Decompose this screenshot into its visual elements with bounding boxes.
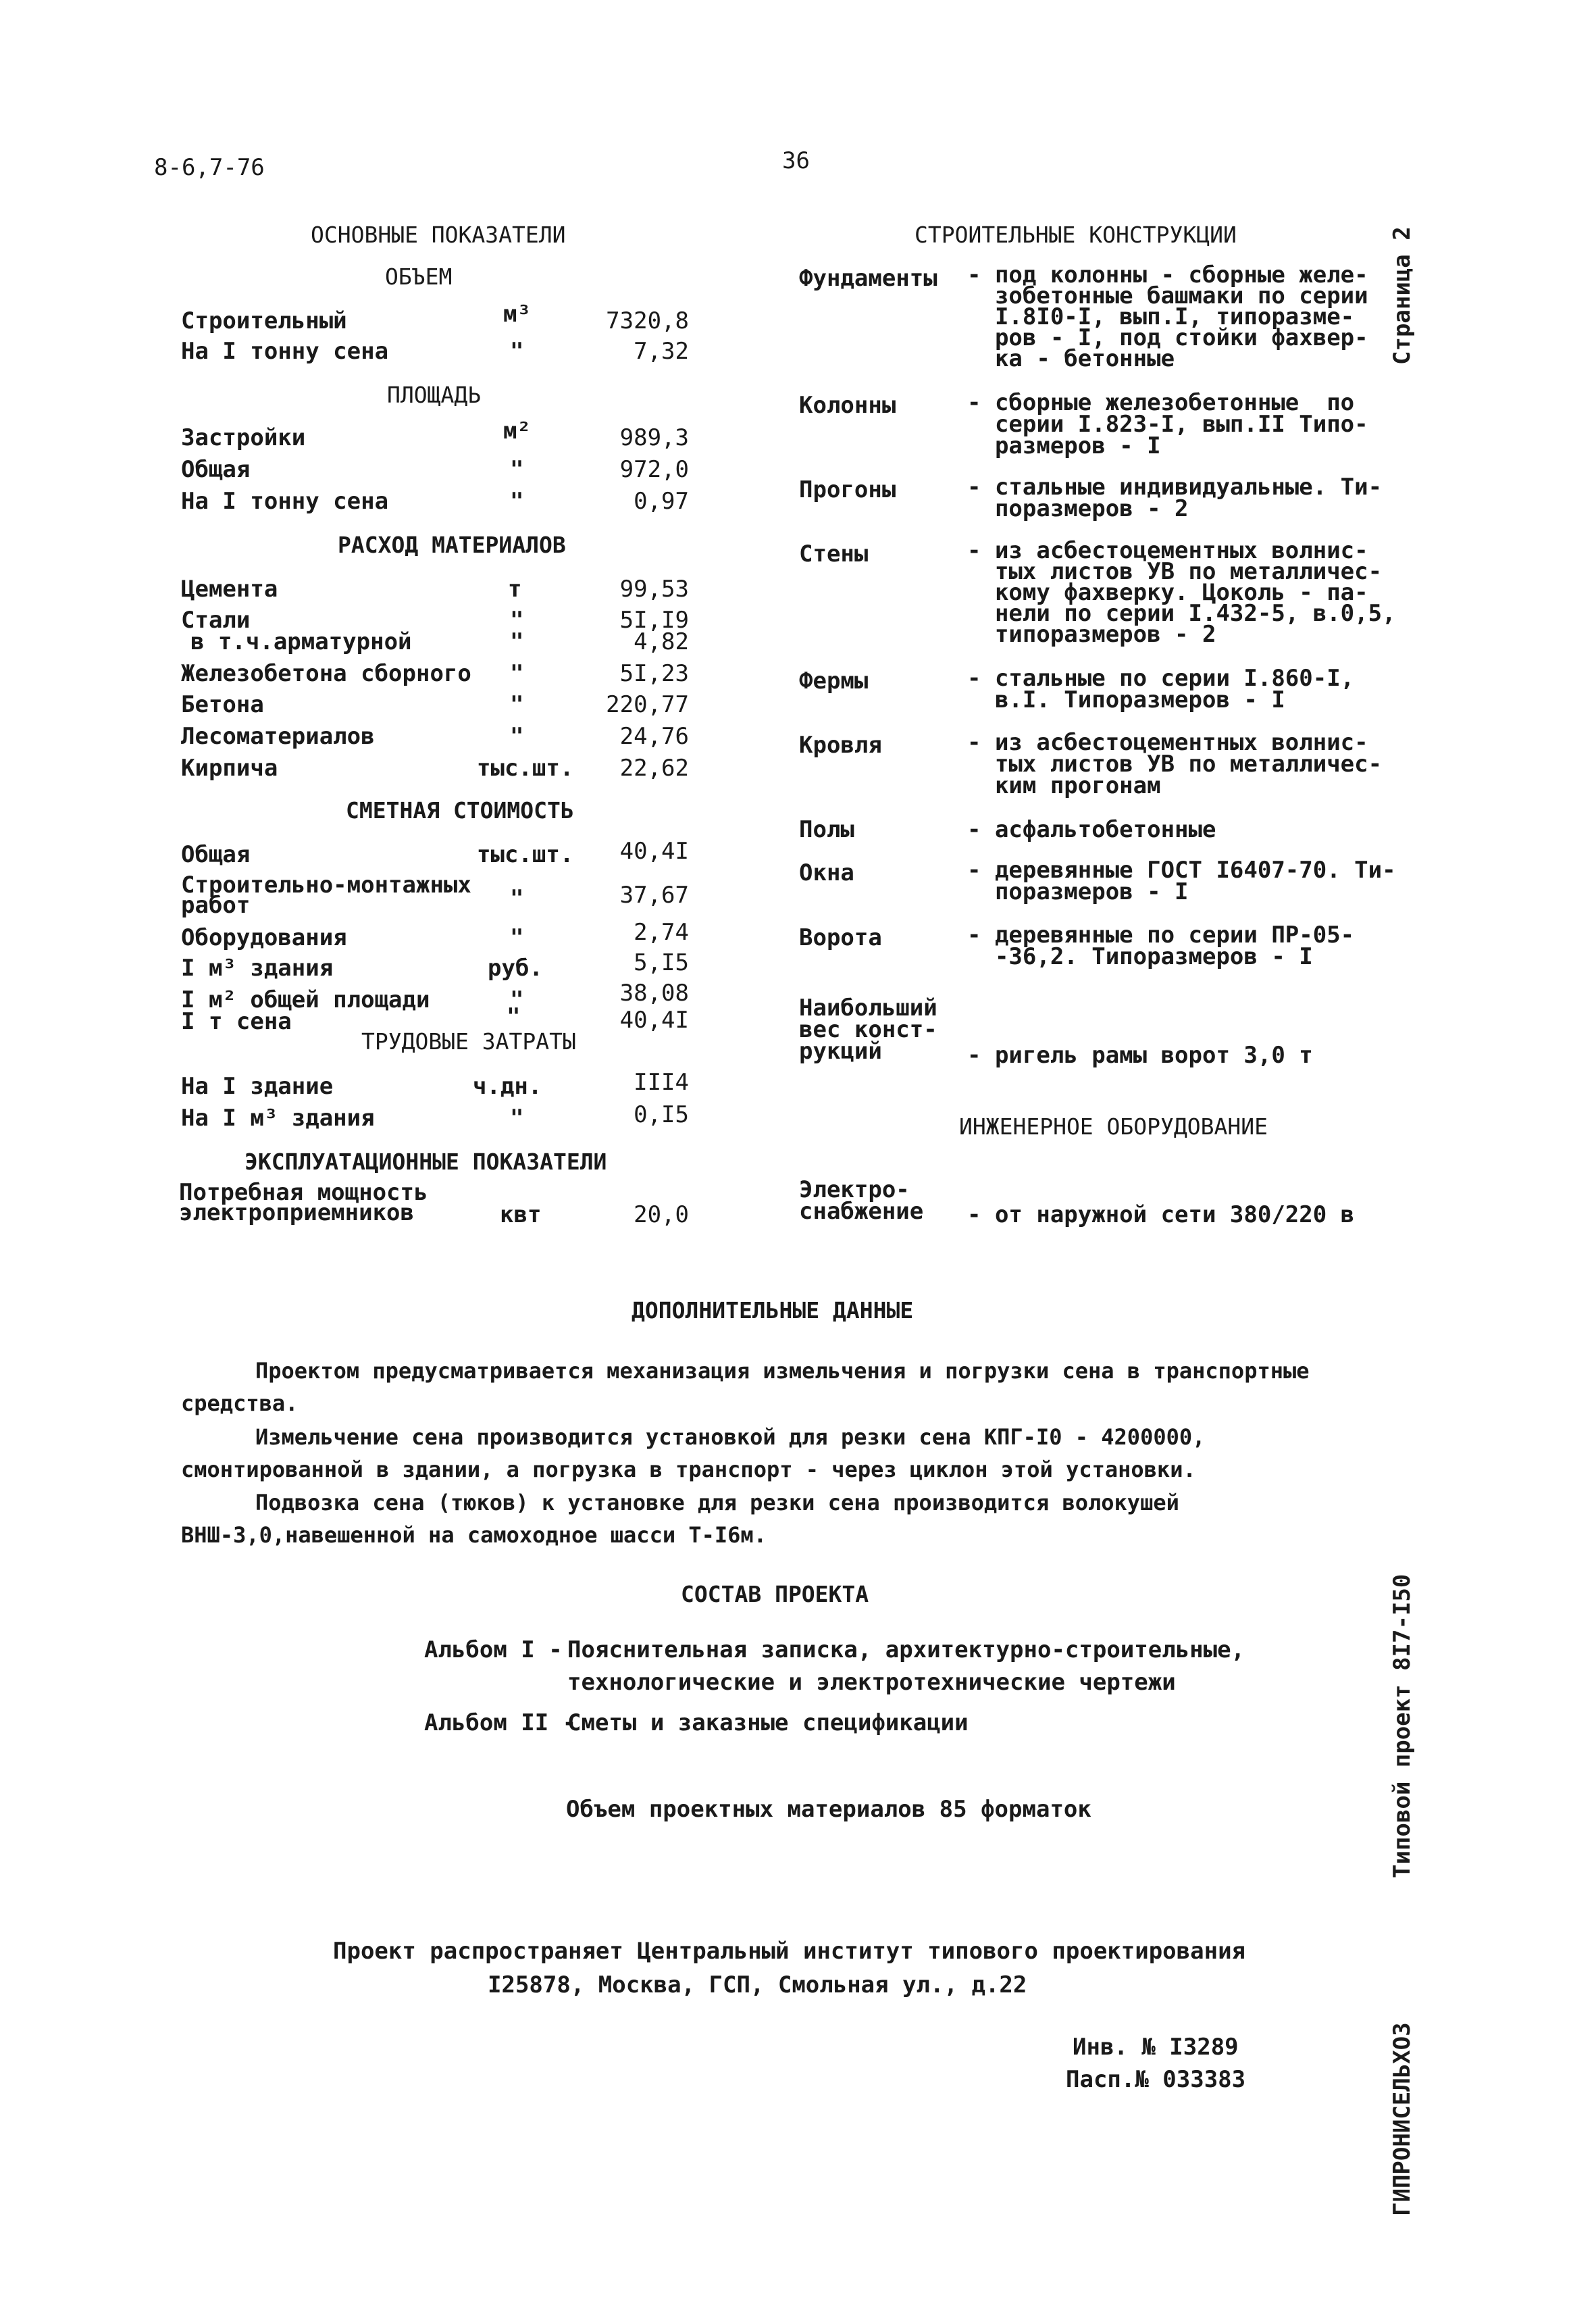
structure-label: Стены [799,540,869,568]
structure-text: - асфальтобетонные [967,816,1216,843]
row-unit: м² [503,418,531,445]
structure-text: - стальные по серии I.860-I, в.I. Типоразмеров - I [967,665,1355,713]
structure-text: - из асбестоцементных волнис- тых листов УВ по металличес- кому фахверку. Цоколь - па- нели по серии I.432-5, в.0,5, типоразмеров - 2 [967,537,1396,648]
row-unit: руб. [488,955,543,982]
equipment-heading: ИНЖЕНЕРНОЕ ОБОРУДОВАНИЕ [959,1113,1268,1140]
additional-paragraph-2: Измельчение сена производится установкой для резки сена КПГ-I0 - 4200000, смонтированной в здании, а погрузка в транспорт - через циклон этой установки. [181,1424,1206,1482]
row-unit: квт [500,1201,542,1228]
row-label: Цемента [181,576,278,603]
row-unit: " [510,338,524,365]
structure-text: - сборные железобетонные по серии I.823-I, вып.II Типо- размеров - I [967,389,1368,459]
row-label: Кирпича [181,755,278,782]
row-value: 972,0 [619,456,689,483]
row-value: 0,97 [634,488,689,515]
row-label-cont: работ [181,892,251,919]
row-value: III4 [634,1069,689,1096]
row-unit: тыс.шт. [477,841,574,868]
row-unit: " [510,986,524,1013]
row-unit: " [507,1003,521,1030]
margin-page-label: Страница 2 [1389,226,1416,365]
structure-label: Кровля [799,732,882,759]
labor-heading: ТРУДОВЫЕ ЗАТРАТЫ [361,1028,576,1055]
row-label: Оборудования [181,924,347,951]
structure-label: Полы [799,816,854,843]
row-value: 989,3 [619,424,689,451]
structure-text: - ригель рамы ворот 3,0 т [967,1042,1313,1069]
row-unit: " [510,691,524,718]
row-value: 38,08 [619,980,689,1007]
row-value: 37,67 [619,882,689,909]
inventory-number: Инв. № I3289 [1073,2034,1239,2061]
row-unit: ч.дн. [473,1073,542,1100]
row-unit: " [510,628,524,655]
row-unit: " [510,488,524,515]
row-value: 99,53 [619,576,689,603]
margin-organization: ГИПРОНИСЕЛЬХОЗ [1389,2022,1416,2216]
structure-label: Фундаменты [799,265,937,292]
row-value: 7,32 [634,338,689,365]
row-label: Железобетона сборного [181,660,471,687]
structure-text: - деревянные по серии ПР-05- -36,2. Типоразмеров - I [967,922,1355,970]
structure-label: Наибольший вес конст- рукций [799,995,937,1065]
row-unit: тыс.шт. [477,755,574,782]
passport-number: Пасп.№ 033383 [1066,2066,1246,2093]
row-value: 5,I5 [634,949,689,976]
materials-heading: РАСХОД МАТЕРИАЛОВ [338,532,566,558]
document-code: 8-6,7-76 [154,154,265,181]
equipment-label: Электро- снабжение [799,1176,924,1225]
row-label: Общая [181,841,251,868]
row-unit: " [510,1105,524,1132]
operation-heading: ЭКСПЛУАТАЦИОННЫЕ ПОКАЗАТЕЛИ [244,1149,607,1175]
row-label-cont: электроприемников [179,1199,414,1226]
row-value: 40,4I [619,838,689,865]
row-unit: " [510,885,524,912]
row-label: I м² общей площади [181,986,430,1013]
row-unit: т [508,576,522,603]
row-label: в т.ч.арматурной [190,628,412,655]
distributor-line: Проект распространяет Центральный институт типового проектирования [333,1938,1246,1965]
equipment-text: - от наружной сети 380/220 в [967,1201,1355,1228]
additional-paragraph-3: Подвозка сена (тюков) к установке для резки сена производится волокушей ВНШ-3,0,навешенной на самоходное шасси Т-I6м. [181,1490,1179,1548]
volume-heading: ОБЪЕМ [385,263,453,290]
structure-label: Колонны [799,392,896,419]
row-label: Строительно-монтажных [181,872,471,899]
area-heading: ПЛОЩАДЬ [387,382,482,408]
row-label: Стали [181,607,251,634]
row-label: На I тонну сена [181,338,389,365]
row-label: Общая [181,456,251,483]
album-2-text: Сметы и заказные спецификации [567,1709,969,1736]
row-label: I т сена [181,1008,292,1035]
row-value: 0,I5 [634,1101,689,1128]
cost-heading: СМЕТНАЯ СТОИМОСТЬ [346,797,574,824]
page-number: 36 [782,147,810,174]
row-label: Потребная мощность [179,1179,428,1206]
row-value: 5I,23 [619,660,689,687]
structure-text: - под колонны - сборные желе- зобетонные башмаки по серии I.8I0-I, вып.I, типоразме- ров - I, под стойки фахвер- ка - бетонные [967,261,1368,372]
row-value: 220,77 [606,691,689,718]
distributor-address: I25878, Москва, ГСП, Смольная ул., д.22 [488,1971,1027,1998]
structures-title: СТРОИТЕЛЬНЫЕ КОНСТРУКЦИИ [915,222,1237,248]
album-1-text-line-1: Пояснительная записка, архитектурно-строительные, [567,1636,1245,1663]
row-label: Бетона [181,691,264,718]
album-2-label: Альбом II - [424,1709,577,1736]
row-label: На I м³ здания [181,1105,375,1132]
structure-label: Окна [799,859,854,886]
additional-heading: ДОПОЛНИТЕЛЬНЫЕ ДАННЫЕ [632,1297,914,1324]
main-indicators-title: ОСНОВНЫЕ ПОКАЗАТЕЛИ [311,222,566,248]
structure-label: Фермы [799,668,869,695]
row-value: 40,4I [619,1007,689,1034]
row-label: Застройки [181,424,306,451]
row-unit: " [510,456,524,483]
structure-label: Прогоны [799,476,896,503]
structure-label: Ворота [799,924,882,951]
row-value: 5I,I9 [619,607,689,634]
row-label: На I здание [181,1073,334,1100]
row-label: Лесоматериалов [181,723,375,750]
row-value: 4,82 [634,628,689,655]
materials-volume: Объем проектных материалов 85 форматок [566,1796,1091,1823]
row-unit: " [510,607,524,634]
row-label: На I тонну сена [181,488,389,515]
composition-heading: СОСТАВ ПРОЕКТА [681,1581,869,1607]
row-unit: " [510,723,524,750]
row-unit: " [510,660,524,687]
row-value: 20,0 [634,1201,689,1228]
album-1-label: Альбом I - [424,1636,563,1663]
row-value: 7320,8 [606,307,689,334]
album-1-text-line-2: технологические и электротехнические чертежи [567,1669,1176,1696]
structure-text: - из асбестоцементных волнис- тых листов УВ по металличес- ким прогонам [967,729,1383,799]
additional-paragraph-1: Проектом предусматривается механизация измельчения и погрузки сена в транспортные средства. [181,1358,1310,1416]
structure-text: - стальные индивидуальные. Ти- поразмеров - 2 [967,474,1383,522]
row-unit: " [510,924,524,951]
row-value: 22,62 [619,755,689,782]
margin-project-number: Типовой проект 8I7-I50 [1389,1574,1416,1878]
row-value: 24,76 [619,723,689,750]
structure-text: - деревянные ГОСТ I6407-70. Ти- поразмеров - I [967,857,1396,905]
row-value: 2,74 [634,919,689,946]
row-label: Строительный [181,307,347,334]
row-unit: м³ [503,301,531,328]
row-label: I м³ здания [181,955,334,982]
